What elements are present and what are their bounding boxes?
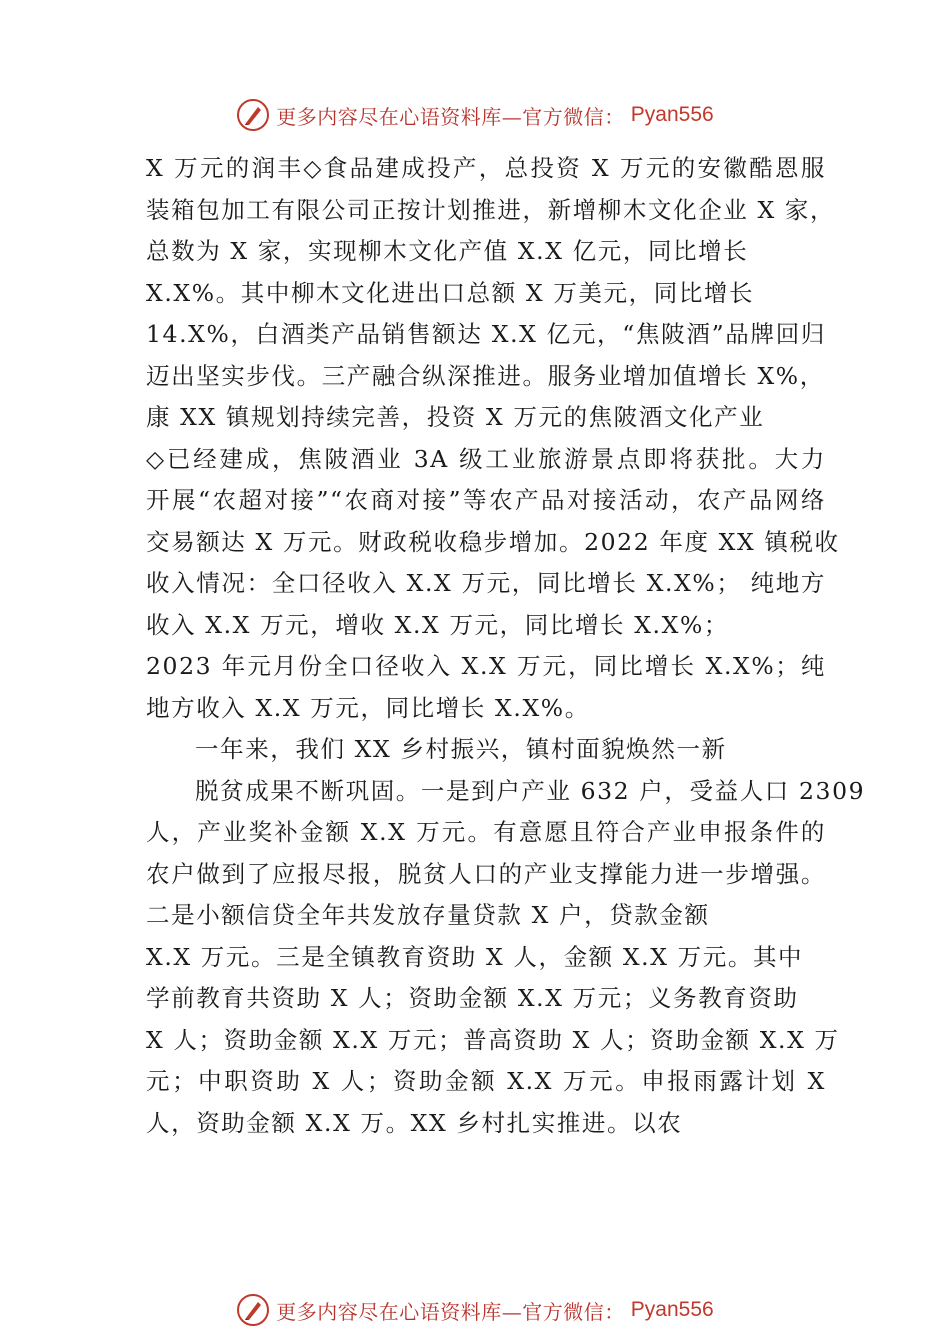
text-line: 装箱包加工有限公司正按计划推进，新增柳木文化企业 X 家， (146, 195, 836, 224)
document-body (146, 148, 866, 1144)
text-line: X 人；资助金额 X.X 万元；普高资助 X 人；资助金额 X.X 万 (146, 1025, 840, 1054)
text-line: 康 XX 镇规划持续完善，投资 X 万元的焦陂酒文化产业 (146, 403, 765, 431)
text-line: 总数为 X 家，实现柳木文化产值 X.X 亿元，同比增长 (146, 237, 749, 265)
text-line: 元；中职资助 X 人；资助金额 X.X 万元。申报雨露计划 X (146, 1067, 826, 1095)
text-line: 二是小额信贷全年共发放存量贷款 X 户，贷款金额 (146, 901, 710, 929)
text-line: ◇已经建成，焦陂酒业 3A 级工业旅游景点即将获批。大力 (146, 444, 826, 473)
pen-logo-icon (236, 98, 270, 132)
text-line: 地方收入 X.X 万元，同比增长 X.X%。 (146, 693, 590, 722)
text-line: 人，产业奖补金额 X.X 万元。有意愿且符合产业申报条件的 (146, 818, 826, 846)
text-line: 学前教育共资助 X 人；资助金额 X.X 万元；义务教育资助 (146, 984, 799, 1012)
text-line: 收入 X.X 万元，增收 X.X 万元，同比增长 X.X%； (146, 610, 729, 639)
text-line: 收入情况：全口径收入 X.X 万元，同比增长 X.X%； 纯地方 (146, 569, 826, 597)
text-line: 14.X%，白酒类产品销售额达 X.X 亿元，“焦陂酒”品牌回归 (146, 320, 826, 348)
text-line: X.X 万元。三是全镇教育资助 X 人，金额 X.X 万元。其中 (146, 942, 804, 971)
text-line: X.X%。其中柳木文化进出口总额 X 万美元，同比增长 (146, 278, 755, 307)
text-line: 开展“农超对接”“农商对接”等农产品对接活动，农产品网络 (146, 486, 826, 514)
watermark-text: 更多内容尽在心语资料库—官方微信： (276, 104, 625, 129)
watermark-wechat-id: Pyan556 (630, 103, 714, 126)
text-line: 脱贫成果不断巩固。一是到户产业 632 户，受益人口 2309 (195, 776, 866, 805)
watermark-wechat-id: Pyan556 (630, 1298, 714, 1321)
pen-logo-icon (236, 1293, 270, 1327)
text-line: 迈出坚实步伐。三产融合纵深推进。服务业增加值增长 X%， (146, 361, 825, 390)
text-line: X 万元的润丰◇食品建成投产，总投资 X 万元的安徽酷恩服 (146, 154, 826, 182)
header-watermark (0, 95, 950, 135)
watermark-text: 更多内容尽在心语资料库—官方微信： (276, 1299, 625, 1324)
footer-watermark (0, 1290, 950, 1330)
text-line: 人，资助金额 X.X 万。XX 乡村扎实推进。以农 (146, 1108, 683, 1137)
text-line: 农户做到了应报尽报，脱贫人口的产业支撑能力进一步增强。 (146, 859, 826, 888)
text-line: 交易额达 X 万元。财政税收稳步增加。2022 年度 XX 镇税收 (146, 527, 840, 556)
text-line: 2023 年元月份全口径收入 X.X 万元，同比增长 X.X%；纯 (146, 652, 826, 680)
section-heading: 一年来，我们 XX 乡村振兴，镇村面貌焕然一新 (195, 735, 727, 763)
